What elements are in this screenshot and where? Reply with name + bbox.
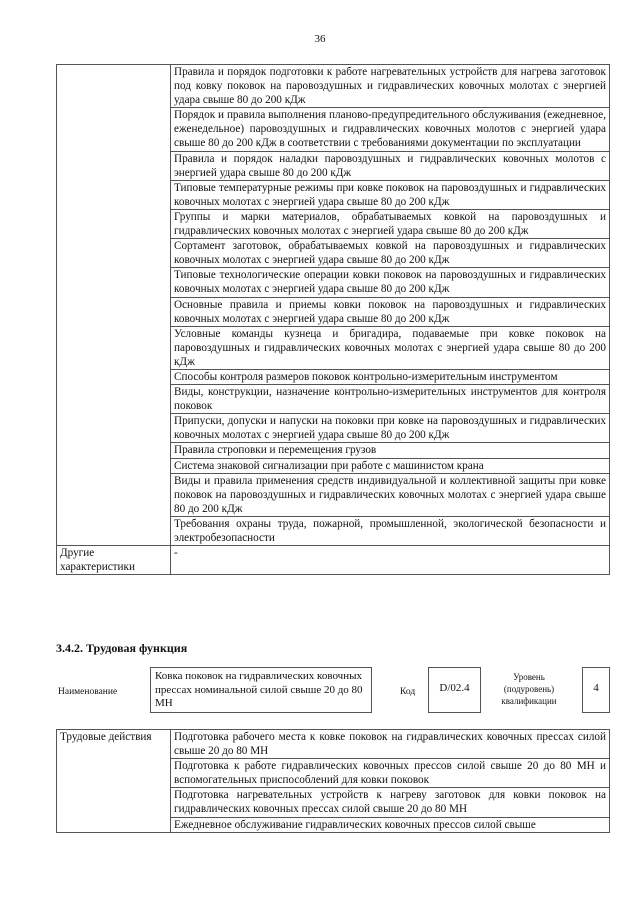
name-label: Наименование — [58, 687, 118, 697]
action-item: Подготовка к работе гидравлических ковочных прессов силой свыше 20 до 80 МН и вспомогательных приспособлений для ковки поковок — [171, 759, 610, 788]
section-title: 3.4.2. Трудовая функция — [56, 641, 188, 655]
knowledge-item: Способы контроля размеров поковок контрольно-измерительным инструментом — [171, 369, 610, 384]
level-label: Уровень (подуровень) квалификации — [501, 672, 557, 706]
knowledge-item: Сортамент заготовок, обрабатываемых ковкой на паровоздушных и гидравлических ковочных молотах с энергией удара свыше 80 до 200 кДж — [171, 239, 610, 268]
knowledge-row — [57, 65, 610, 108]
other-value: - — [171, 546, 610, 575]
knowledge-item: Правила и порядок наладки паровоздушных и гидравлических ковочных молотов с энергией удара свыше 80 до 200 кДж — [171, 151, 610, 180]
action-item: Подготовка нагревательных устройств к нагреву заготовок для ковки поковок на гидравлических ковочных прессах силой свыше 20 до 80 МН — [171, 788, 610, 817]
knowledge-item: Система знаковой сигнализации при работе с машинистом крана — [171, 458, 610, 473]
knowledge-item: Требования охраны труда, пожарной, промышленной, экологической безопасности и электробезопасности — [171, 516, 610, 545]
other-label: Другие характеристики — [57, 546, 171, 575]
knowledge-item: Виды, конструкции, назначение контрольно-измерительных инструментов для контроля поковок — [171, 385, 610, 414]
knowledge-label-cell — [57, 65, 171, 546]
action-row — [57, 730, 610, 759]
knowledge-item: Группы и марки материалов, обрабатываемых ковкой на паровоздушных и гидравлических ковочных молотах с энергией удара свыше 80 до 200 кДж — [171, 209, 610, 238]
knowledge-item: Припуски, допуски и напуски на поковки при ковке на паровоздушных и гидравлических ковочных молотах с энергией удара свыше 80 до 200 кДж — [171, 414, 610, 443]
page-number: 36 — [314, 33, 326, 45]
qualification-level: 4 — [582, 667, 610, 713]
knowledge-item: Типовые технологические операции ковки поковок на паровоздушных и гидравлических ковочных молотах с энергией удара свыше 80 до 200 кДж — [171, 268, 610, 297]
function-code: D/02.4 — [428, 667, 481, 713]
actions-label: Трудовые действия — [57, 730, 171, 833]
knowledge-item: Порядок и правила выполнения планово-предупредительного обслуживания (ежедневное, еженедельное) паровоздушных и гидравлических ковочных молотов с энергией удара свыше 80 до 200 кДж в соответствии с требованиями документации по эксплуатации — [171, 108, 610, 151]
other-row — [57, 546, 610, 575]
knowledge-item: Основные правила и приемы ковки поковок на паровоздушных и гидравлических ковочных молотах с энергией удара свыше 80 до 200 кДж — [171, 297, 610, 326]
knowledge-item: Виды и правила применения средств индивидуальной и коллективной защиты при ковке поковок на паровоздушных и гидравлических ковочных молотах с энергией удара свыше 80 до 200 кДж — [171, 473, 610, 516]
requirements-table — [56, 64, 610, 575]
action-item: Подготовка рабочего места к ковке поковок на гидравлических ковочных прессах силой свыше 20 до 80 МН — [171, 730, 610, 759]
action-item: Ежедневное обслуживание гидравлических ковочных прессов силой свыше — [171, 817, 610, 832]
function-header — [56, 667, 610, 717]
knowledge-item: Условные команды кузнеца и бригадира, подаваемые при ковке поковок на паровоздушных и гидравлических ковочных молотах с энергией удара свыше 80 до 200 кДж — [171, 326, 610, 369]
knowledge-item: Правила и порядок подготовки к работе нагревательных устройств для нагрева заготовок под ковку поковок на паровоздушных и гидравлических ковочных молотах с энергией удара свыше 80 до 200 кДж — [171, 65, 610, 108]
knowledge-item: Правила строповки и перемещения грузов — [171, 443, 610, 458]
code-label: Код — [400, 687, 416, 697]
knowledge-item: Типовые температурные режимы при ковке поковок на паровоздушных и гидравлических ковочных молотах с энергией удара свыше 80 до 200 кДж — [171, 180, 610, 209]
actions-table — [56, 729, 610, 833]
function-name: Ковка поковок на гидравлических ковочных прессах номинальной силой свыше 20 до 80 МН — [150, 667, 372, 713]
